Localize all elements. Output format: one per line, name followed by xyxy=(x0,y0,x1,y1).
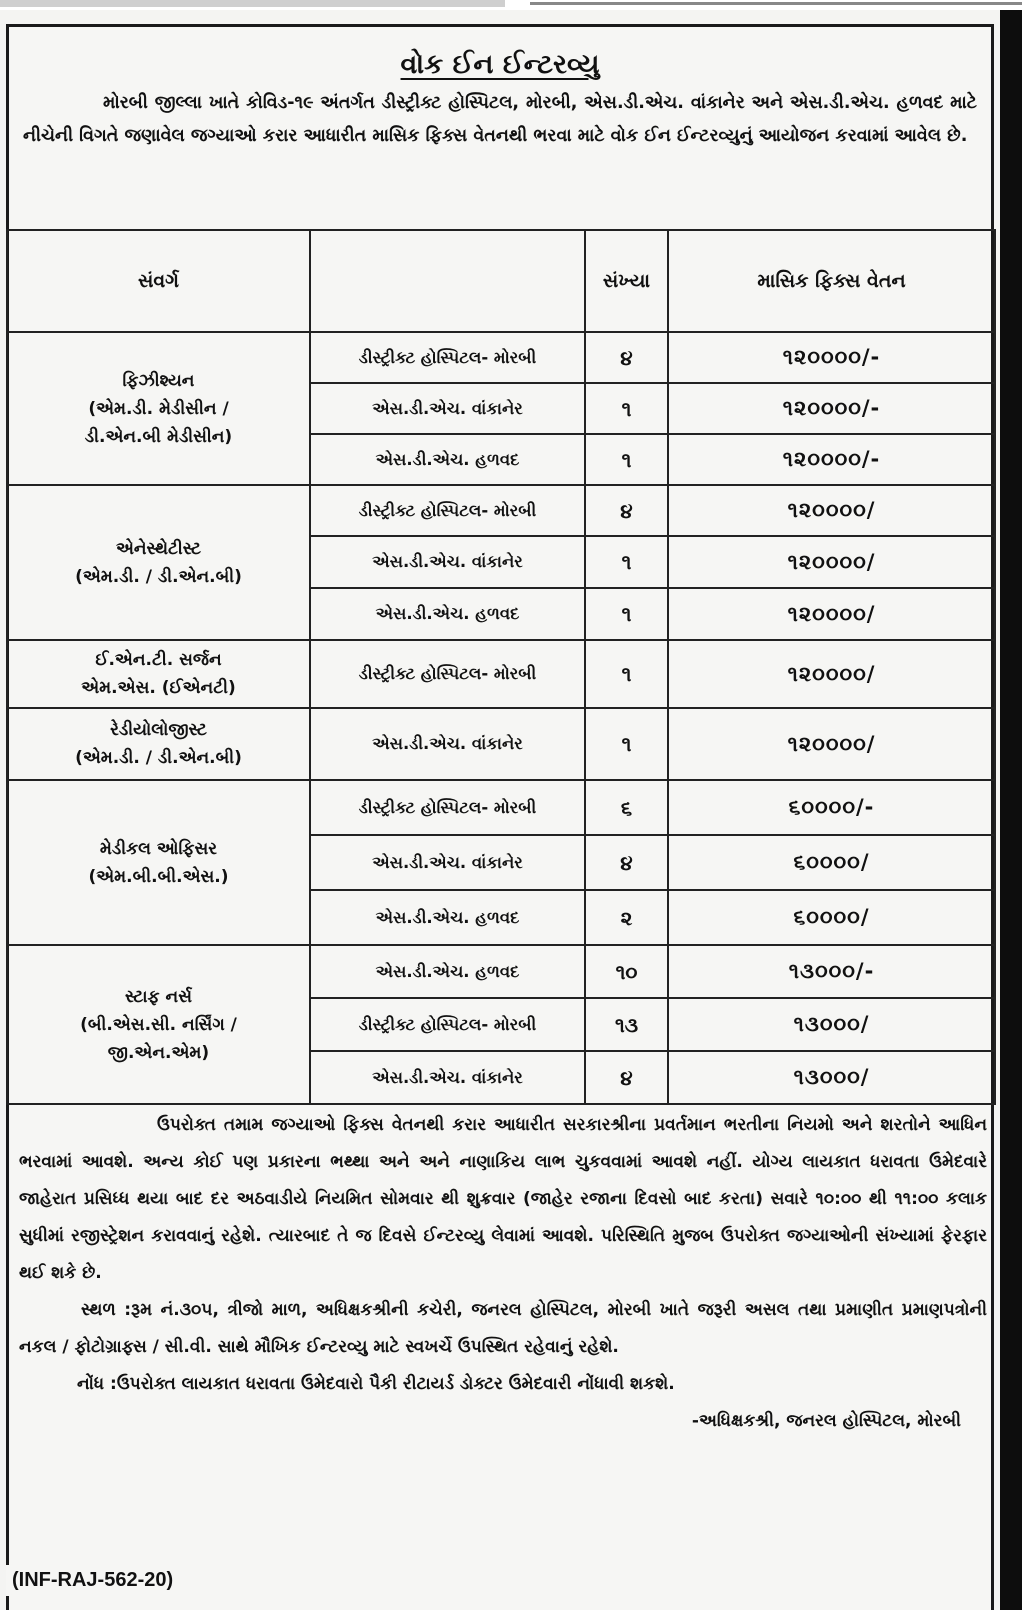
category-line: મેડીકલ ઓફિસર xyxy=(99,838,218,859)
category-line: રેડીયોલોજીસ્ટ xyxy=(110,720,207,740)
category-cell xyxy=(7,485,310,640)
top-strip-left xyxy=(0,0,505,7)
category-cell xyxy=(7,332,310,485)
place-cell: ડીસ્ટ્રીક્ટ હોસ્પિટલ- મોરબી xyxy=(310,998,585,1051)
place-cell: એસ.ડી.એચ. વાંકાનેર xyxy=(310,708,585,780)
table-row xyxy=(7,780,995,835)
table-row xyxy=(7,332,995,383)
top-strip-right xyxy=(530,2,1022,5)
category-line: સ્ટાફ નર્સ xyxy=(125,986,192,1007)
place-cell: એસ.ડી.એચ. હળવદ xyxy=(310,434,585,485)
salary-cell: ૧૨૦૦૦૦/ xyxy=(668,485,995,536)
count-cell: ૧ xyxy=(585,536,668,588)
salary-cell: ૬૦૦૦૦/- xyxy=(668,780,995,835)
salary-cell: ૬૦૦૦૦/ xyxy=(668,835,995,890)
salary-cell: ૧૩૦૦૦/ xyxy=(668,1051,995,1104)
category-cell xyxy=(7,640,310,708)
header-place xyxy=(310,230,585,332)
table-header-row xyxy=(7,230,995,332)
salary-cell: ૧૨૦૦૦૦/ xyxy=(668,640,995,708)
header-category: સંવર્ગ xyxy=(7,230,310,332)
top-strip xyxy=(0,0,1022,10)
category-line: (એમ.ડી. મેડીસીન / xyxy=(88,398,229,419)
count-cell: ૪ xyxy=(585,332,668,383)
terms-paragraph: ઉપરોક્ત તમામ જગ્યાઓ ફિક્સ વેતનથી કરાર આધારીત સરકારશ્રીના પ્રવર્તમાન ભરતીના નિયમો અને શરતોને આધિન ભરવામાં આવશે. અન્ય કોઈ પણ પ્રકારના ભથ્થા અને અને નાણાકિય લાભ ચુકવવામાં આવશે નહીં. યોગ્ય લાયકાત ધરાવતા ઉમેદવારે જાહેરાત પ્રસિધ્ધ થયા બાદ દર અઠવાડીયે નિયમિત સોમવાર થી શુક્રવાર (જાહેર રજાના દિવસો બાદ કરતા) સવારે ૧૦:૦૦ થી ૧૧:૦૦ કલાક સુધીમાં રજીસ્ટ્રેશન કરાવવાનું રહેશે. ત્યારબાદ તે જ દિવસે ઈન્ટરવ્યુ લેવામાં આવશે. પરિસ્થિતિ મુજબ ઉપરોક્ત જગ્યાઓની સંખ્યામાં ફેરફાર થઈ શકે છે. xyxy=(19,1115,987,1283)
salary-cell: ૧૨૦૦૦૦/- xyxy=(668,383,995,434)
table-row xyxy=(7,945,995,998)
place-cell: એસ.ડી.એચ. વાંકાનેર xyxy=(310,383,585,434)
table-row xyxy=(7,708,995,780)
category-line: (એમ.ડી. / ડી.એન.બી) xyxy=(75,748,242,768)
salary-cell: ૧૨૦૦૦૦/ xyxy=(668,536,995,588)
category-cell xyxy=(7,780,310,945)
count-cell: ૧ xyxy=(585,640,668,708)
place-cell: એસ.ડી.એચ. હળવદ xyxy=(310,588,585,640)
count-cell: ૪ xyxy=(585,835,668,890)
note-paragraph: નોંધ :ઉપરોક્ત લાયકાત ધરાવતા ઉમેદવારો પૈકી રીટાયર્ડ ડોક્ટર ઉમેદવારી નોંધાવી શકશે. xyxy=(77,1374,675,1394)
count-cell: ૧ xyxy=(585,434,668,485)
place-cell: એસ.ડી.એચ. હળવદ xyxy=(310,890,585,945)
category-line: એનેસ્થેટીસ્ટ xyxy=(115,538,202,559)
table-row xyxy=(7,485,995,536)
place-cell: એસ.ડી.એચ. વાંકાનેર xyxy=(310,536,585,588)
category-line: (એમ.બી.બી.એસ.) xyxy=(88,866,229,887)
place-cell: ડીસ્ટ્રીક્ટ હોસ્પિટલ- મોરબી xyxy=(310,485,585,536)
venue-paragraph: સ્થળ :રૂમ નં.૩૦૫, ત્રીજો માળ, અધિક્ષકશ્રીની કચેરી, જનરલ હોસ્પિટલ, મોરબી ખાતે જરૂરી અસલ તથા પ્રમાણીત પ્રમાણપત્રોની નકલ / ફોટોગ્રાફ્સ / સી.વી. સાથે મૌખિક ઈન્ટરવ્યુ માટે સ્વખર્ચે ઉપસ્થિત રહેવાનું રહેશે. xyxy=(19,1300,987,1357)
category-cell xyxy=(7,945,310,1104)
salary-cell: ૧૩૦૦૦/ xyxy=(668,998,995,1051)
count-cell: ૧ xyxy=(585,708,668,780)
place-cell: એસ.ડી.એચ. હળવદ xyxy=(310,945,585,998)
place-cell: ડીસ્ટ્રીક્ટ હોસ્પિટલ- મોરબી xyxy=(310,332,585,383)
reference-code: (INF-RAJ-562-20) xyxy=(6,1565,179,1596)
header-salary: માસિક ફિક્સ વેતન xyxy=(668,230,995,332)
signature: -અધિક્ષકશ્રી, જનરલ હોસ્પિટલ, મોરબી xyxy=(691,1411,961,1431)
count-cell: ૧૦ xyxy=(585,945,668,998)
scan-edge xyxy=(1000,10,1022,1610)
count-cell: ૬ xyxy=(585,780,668,835)
vacancy-table xyxy=(6,229,996,1105)
salary-cell: ૬૦૦૦૦/ xyxy=(668,890,995,945)
count-cell: ૪ xyxy=(585,485,668,536)
salary-cell: ૧૨૦૦૦૦/ xyxy=(668,588,995,640)
category-line: ફિઝીશ્યન xyxy=(122,370,195,391)
category-line: (એમ.ડી. / ડી.એન.બી) xyxy=(75,566,242,587)
place-cell: ડીસ્ટ્રીક્ટ હોસ્પિટલ- મોરબી xyxy=(310,640,585,708)
salary-cell: ૧૨૦૦૦૦/ xyxy=(668,708,995,780)
count-cell: ૨ xyxy=(585,890,668,945)
terms-section xyxy=(19,1107,987,1440)
count-cell: ૧૩ xyxy=(585,998,668,1051)
place-cell: એસ.ડી.એચ. વાંકાનેર xyxy=(310,1051,585,1104)
category-cell xyxy=(7,708,310,780)
salary-cell: ૧૨૦૦૦૦/- xyxy=(668,434,995,485)
place-cell: ડીસ્ટ્રીક્ટ હોસ્પિટલ- મોરબી xyxy=(310,780,585,835)
category-line: ઈ.એન.ટી. સર્જન xyxy=(95,650,222,670)
category-line: એમ.એસ. (ઈએનટી) xyxy=(81,678,236,698)
category-line: (બી.એસ.સી. નર્સિંગ / xyxy=(80,1014,237,1035)
category-line: જી.એન.એમ) xyxy=(107,1042,210,1063)
count-cell: ૪ xyxy=(585,1051,668,1104)
table-row xyxy=(7,640,995,708)
place-cell: એસ.ડી.એચ. વાંકાનેર xyxy=(310,835,585,890)
count-cell: ૧ xyxy=(585,383,668,434)
salary-cell: ૧૨૦૦૦૦/- xyxy=(668,332,995,383)
notice-frame xyxy=(6,24,994,1610)
salary-cell: ૧૩૦૦૦/- xyxy=(668,945,995,998)
header-count: સંખ્યા xyxy=(585,230,668,332)
category-line: ડી.એન.બી મેડીસીન) xyxy=(84,426,233,447)
count-cell: ૧ xyxy=(585,588,668,640)
notice-title: વોક ઈન ઈન્ટરવ્યુ xyxy=(400,49,600,80)
intro-paragraph: મોરબી જીલ્લા ખાતે કોવિડ-૧૯ અંતર્ગત ડીસ્ટ્રીક્ટ હોસ્પિટલ, મોરબી, એસ.ડી.એચ. વાંકાનેર અને એસ.ડી.એચ. હળવદ માટે નીચેની વિગતે જણાવેલ જગ્યાઓ કરાર આધારીત માસિક ફિક્સ વેતનથી ભરવા માટે વોક ઈન ઈન્ટરવ્યુનું આયોજન કરવામાં આવેલ છે. xyxy=(23,93,977,146)
